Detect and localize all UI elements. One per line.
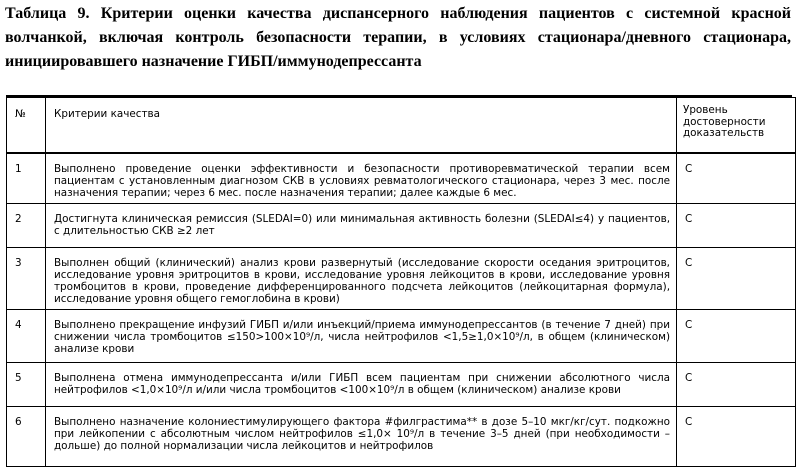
row-level: С bbox=[685, 256, 693, 269]
row-criteria-cell bbox=[46, 406, 677, 466]
table-header-row bbox=[7, 98, 796, 153]
row-level: С bbox=[685, 212, 693, 225]
row-criteria: Выполнено проведение оценки эффективности и безопасности противоревматической терапии всем пациентам с установленным диагнозом СКВ в условиях ревматологического стационара, через 3 мес. после назначения терапии; через 6 мес. после назначения терапии; далее каждые 6 мес. bbox=[54, 162, 670, 199]
row-level-cell bbox=[677, 406, 796, 466]
row-criteria-cell bbox=[46, 203, 677, 247]
row-number: 2 bbox=[15, 212, 22, 225]
header-level-cell bbox=[677, 98, 796, 153]
row-level: С bbox=[685, 318, 693, 331]
header-level: Уровень достоверности доказательств bbox=[683, 104, 766, 139]
row-number: 4 bbox=[15, 318, 22, 331]
row-number-cell bbox=[7, 203, 46, 247]
row-level: С bbox=[685, 415, 693, 428]
row-criteria: Выполнено прекращение инфузий ГИБП и/или инъекций/приема иммунодепрессантов (в течение 7 дней) при снижении числа тромбоцитов ≤150>100×10⁹/л, числа нейтрофилов <1,5≥1,0×10⁹/л, в общем (клиническом) анализе крови bbox=[54, 318, 670, 355]
row-criteria: Выполнен общий (клинический) анализ крови развернутый (исследование скорости оседания эритроцитов, исследование уровня эритроцитов в крови, исследование уровня лейкоцитов в крови, исследование уровня тромбоцитов в крови, проведение дифференцированного подсчета лейкоцитов (лейкоцитарная формула), исследование уровня общего гемоглобина в крови) bbox=[54, 256, 670, 305]
row-criteria-cell bbox=[46, 309, 677, 362]
row-criteria-cell bbox=[46, 362, 677, 406]
quality-criteria-table-wrapper bbox=[6, 95, 792, 467]
row-number-cell bbox=[7, 362, 46, 406]
header-number: № bbox=[15, 108, 26, 120]
table-row bbox=[7, 309, 796, 362]
row-number: 6 bbox=[15, 415, 22, 428]
row-criteria-cell bbox=[46, 247, 677, 309]
table-row bbox=[7, 247, 796, 309]
table-title: Таблица 9. Критерии оценки качества диспансерного наблюдения пациентов с системной красной волчанкой, включая контроль безопасности терапии, в условиях стационара/дневного стационара, инициировавшего назначение ГИБП/иммунодепрессанта bbox=[5, 5, 791, 70]
header-number-cell bbox=[7, 98, 46, 153]
header-criteria-cell bbox=[46, 98, 677, 153]
row-criteria-cell bbox=[46, 153, 677, 204]
row-level-cell bbox=[677, 203, 796, 247]
header-criteria: Критерии качества bbox=[54, 108, 161, 120]
row-criteria: Достигнута клиническая ремиссия (SLEDAI=0) или минимальная активность болезни (SLEDAI≤4) у пациентов, с длительностью СКВ ≥2 лет bbox=[54, 212, 670, 237]
row-criteria: Выполнено назначение колониестимулирующего фактора #филграстима** в дозе 5–10 мкг/кг/сут. подкожно при лейкопении с абсолютным числом нейтрофилов ≤1,0× 10⁹/л в течение 3–5 дней (при необходимости – дольше) до полной нормализации числа лейкоцитов и нейтрофилов bbox=[54, 415, 670, 452]
quality-criteria-table bbox=[6, 97, 796, 467]
row-level-cell bbox=[677, 153, 796, 204]
row-number-cell bbox=[7, 406, 46, 466]
row-level: С bbox=[685, 162, 693, 175]
table-row bbox=[7, 203, 796, 247]
row-level-cell bbox=[677, 247, 796, 309]
row-number-cell bbox=[7, 247, 46, 309]
row-level-cell bbox=[677, 309, 796, 362]
row-number-cell bbox=[7, 153, 46, 204]
row-level-cell bbox=[677, 362, 796, 406]
row-criteria: Выполнена отмена иммунодепрессанта и/или ГИБП всем пациентам при снижении абсолютного числа нейтрофилов <1,0×10⁹/л и/или числа тромбоцитов <100×10⁹/л в общем (клиническом) анализе крови bbox=[54, 371, 670, 396]
table-row bbox=[7, 362, 796, 406]
row-number: 3 bbox=[15, 256, 22, 269]
table-row bbox=[7, 153, 796, 204]
row-level: С bbox=[685, 371, 693, 384]
row-number-cell bbox=[7, 309, 46, 362]
row-number: 1 bbox=[15, 162, 22, 175]
table-row bbox=[7, 406, 796, 466]
row-number: 5 bbox=[15, 371, 22, 384]
